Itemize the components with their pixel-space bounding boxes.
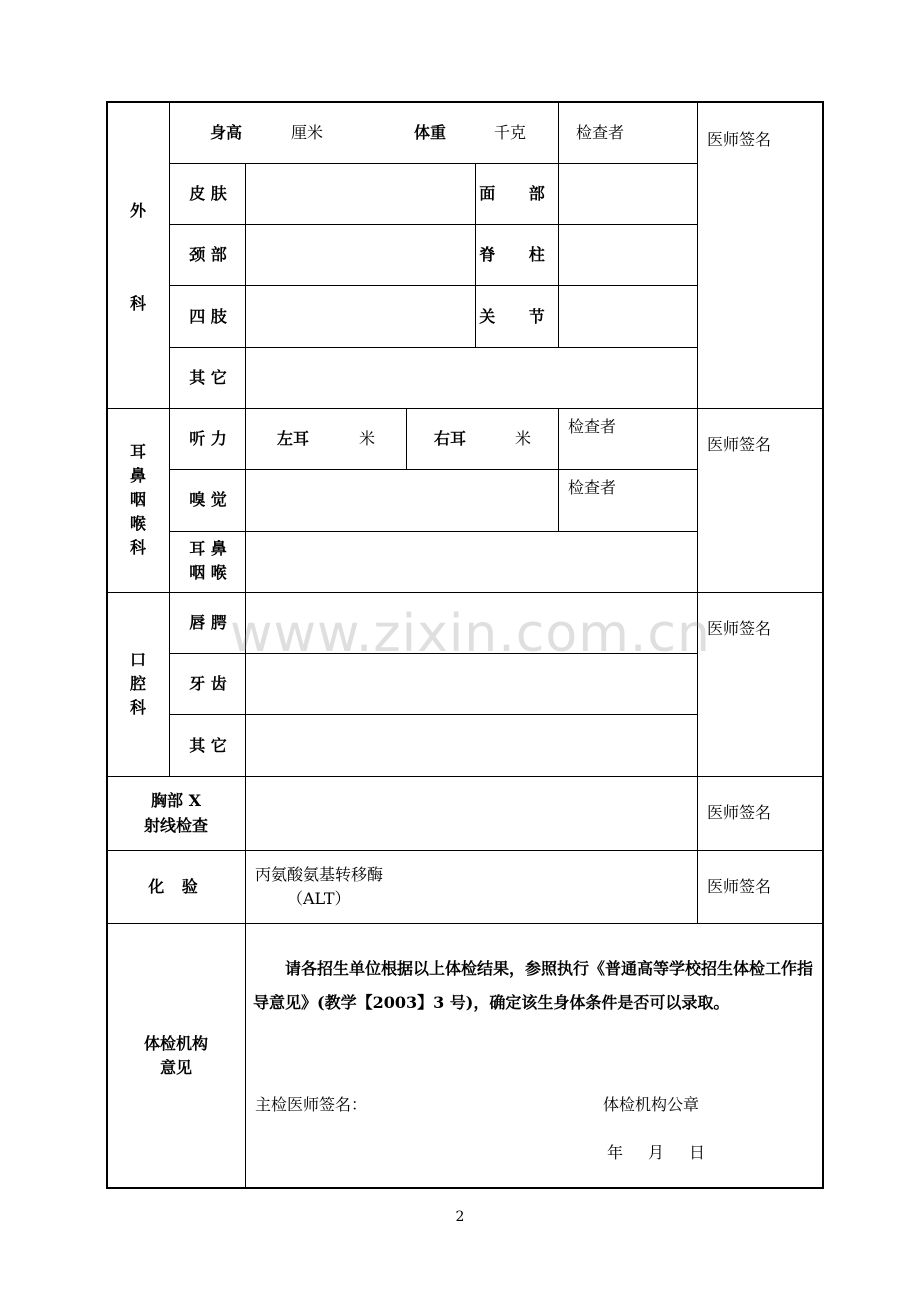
section-char: 口 [129, 650, 147, 669]
grid-line [106, 850, 824, 851]
watermark: www.zixin.com.cn [230, 604, 711, 664]
smell-examiner-label: 检查者 [568, 478, 617, 497]
surgery-examiner-label: 检查者 [576, 123, 625, 142]
chest-label-line2: 射线检查 [143, 816, 209, 835]
grid-line [169, 285, 697, 286]
section-char: 科 [129, 294, 147, 313]
lab-test-abbr: （ALT） [287, 889, 351, 908]
height-label: 身高 [209, 123, 243, 142]
dental-section-label [130, 648, 146, 720]
weight-label: 体重 [413, 123, 447, 142]
surgery-other-label: 其 它 [189, 368, 227, 387]
height-value-field[interactable] [255, 121, 275, 145]
ent-label-line1: 耳 鼻 [189, 539, 227, 558]
date-month: 月 [648, 1143, 665, 1162]
section-char: 喉 [129, 514, 147, 533]
surgery-doctor-signature: 医师签名 [707, 130, 772, 149]
right-ear-unit: 米 [514, 429, 532, 448]
ent-section-label [130, 440, 146, 560]
grid-line [697, 102, 698, 923]
grid-line [169, 714, 697, 715]
dental-doctor-signature: 医师签名 [707, 619, 772, 638]
section-char: 腔 [129, 674, 147, 693]
smell-label: 嗅 觉 [189, 490, 227, 509]
grid-line [106, 592, 824, 593]
neck-label: 颈 部 [189, 245, 227, 264]
chest-doctor-signature: 医师签名 [707, 803, 772, 822]
right-ear-label: 右耳 [433, 429, 467, 448]
grid-line [169, 469, 697, 470]
grid-line [106, 408, 824, 409]
date-day: 日 [689, 1143, 706, 1162]
surgery-section-label [130, 198, 146, 314]
spine-label: 脊 柱 [479, 245, 559, 264]
section-char: 耳 [129, 442, 147, 461]
weight-unit: 千克 [493, 123, 527, 142]
date-year: 年 [607, 1143, 624, 1162]
grid-line [475, 163, 476, 347]
ent-doctor-signature: 医师签名 [707, 435, 772, 454]
face-label: 面 部 [479, 184, 559, 203]
section-char: 鼻 [129, 466, 147, 485]
opinion-label-line2: 意见 [159, 1058, 193, 1077]
teeth-label: 牙 齿 [189, 674, 227, 693]
section-char: 外 [129, 201, 147, 220]
grid-line [169, 224, 697, 225]
limbs-label: 四 肢 [189, 307, 227, 326]
dental-other-label: 其 它 [189, 736, 227, 755]
grid-line [169, 102, 170, 776]
ent-label-line2: 咽 喉 [189, 563, 227, 582]
chief-doctor-signature: 主检医师签名： [255, 1095, 368, 1114]
section-char: 咽 [129, 490, 147, 509]
lab-test-name: 丙氨酸氨基转移酶 [255, 865, 384, 884]
lips-label: 唇 腭 [189, 613, 227, 632]
left-ear-unit: 米 [358, 429, 376, 448]
opinion-label-line1: 体检机构 [143, 1034, 209, 1053]
opinion-text: 请各招生单位根据以上体检结果，参照执行《普通高等学校招生体检工作指导意见》(教学【2003】3 号)，确定该生身体条件是否可以录取。 [253, 959, 814, 1012]
lab-label: 化 验 [148, 877, 204, 896]
skin-label: 皮 肤 [189, 184, 227, 203]
grid-line [245, 592, 246, 1189]
page-number: 2 [455, 1209, 465, 1225]
grid-line [106, 923, 824, 924]
hearing-label: 听 力 [189, 429, 227, 448]
height-unit: 厘米 [290, 123, 324, 142]
grid-line [169, 531, 697, 532]
grid-line [106, 776, 824, 777]
section-char: 科 [129, 698, 147, 717]
institution-stamp: 体检机构公章 [603, 1095, 700, 1114]
grid-line [406, 408, 407, 469]
grid-line [245, 408, 246, 592]
left-ear-label: 左耳 [276, 429, 310, 448]
grid-line [169, 163, 697, 164]
lab-doctor-signature: 医师签名 [707, 877, 772, 896]
grid-line [169, 347, 697, 348]
ent-examiner-label: 检查者 [568, 417, 617, 436]
joints-label: 关 节 [479, 307, 559, 326]
chest-label-line1: 胸部 X [151, 791, 201, 810]
section-char: 科 [129, 538, 147, 557]
